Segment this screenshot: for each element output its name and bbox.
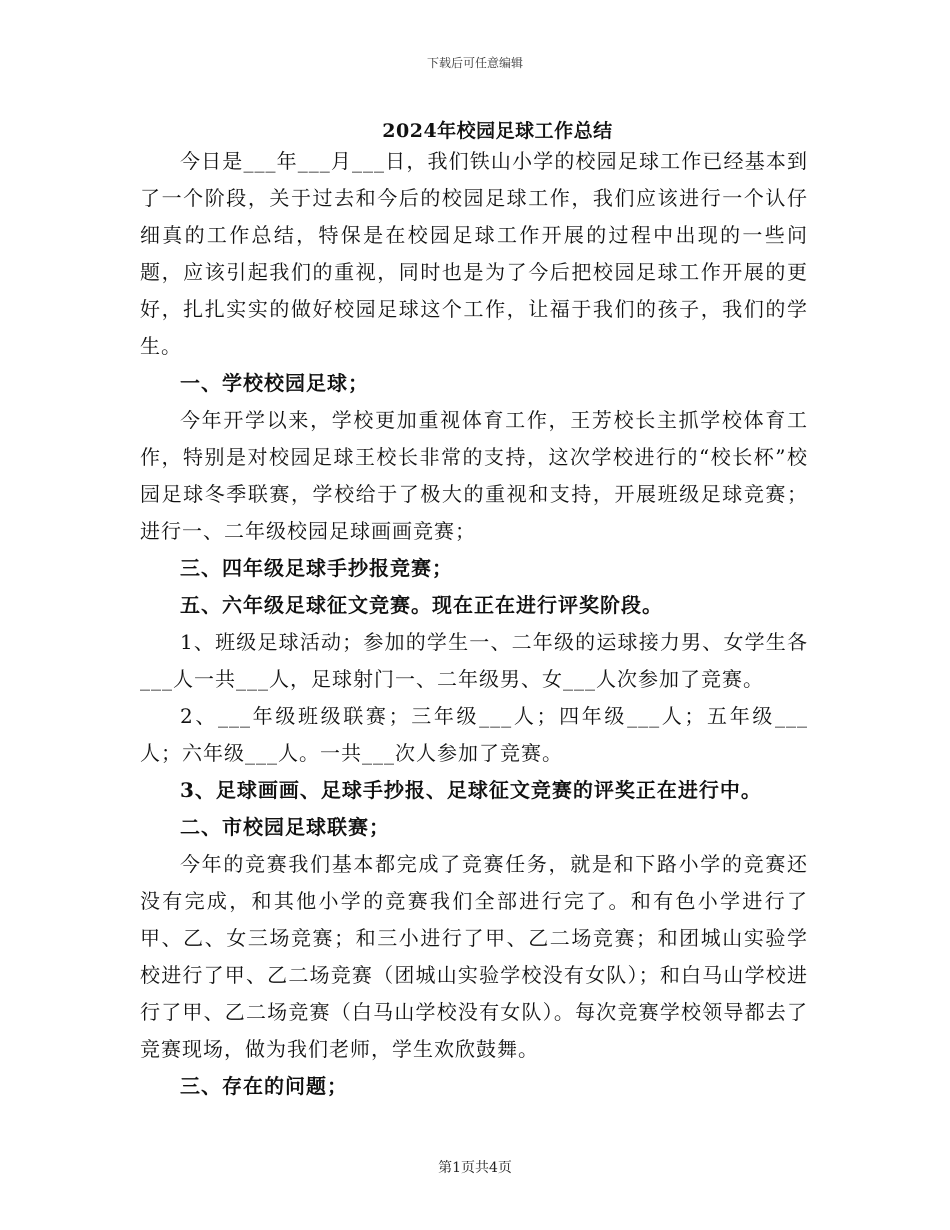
document-title: 2024年校园足球工作总结	[382, 120, 613, 142]
heading-school-football: 一、学校校园足球；	[180, 371, 369, 395]
document-body	[140, 143, 808, 1105]
paragraph-item-2: 2、___年级班级联赛；三年级___人；四年级___人；五年级___人；六年级___人。一共___次人参加了竞赛。	[140, 704, 808, 765]
heading-city-league: 二、市校园足球联赛；	[180, 815, 390, 839]
paragraph-intro: 今日是___年___月___日，我们铁山小学的校园足球工作已经基本到了一个阶段，关于过去和今后的校园足球工作，我们应该进行一个认仔细真的工作总结，特保是在校园足球工作开展的过程中出现的一些问题，应该引起我们的重视，同时也是为了今后把校园足球工作开展的更好，扎扎实实的做好校园足球这个工作，让福于我们的孩子，我们的学生。	[140, 149, 808, 358]
heading-item-3: 3、足球画画、足球手抄报、足球征文竞赛的评奖正在进行中。	[180, 778, 762, 802]
paragraph-item-1: 1、班级足球活动；参加的学生一、二年级的运球接力男、女学生各___人一共___人，足球射门一、二年级男、女___人次参加了竞赛。	[140, 630, 808, 691]
heading-grade-3-4: 三、四年级足球手抄报竞赛；	[180, 556, 453, 580]
heading-grade-5-6: 五、六年级足球征文竞赛。现在正在进行评奖阶段。	[180, 593, 663, 617]
paragraph-city-league: 今年的竞赛我们基本都完成了竞赛任务，就是和下路小学的竞赛还没有完成，和其他小学的竞赛我们全部进行完了。和有色小学进行了甲、乙、女三场竞赛；和三小进行了甲、乙二场竞赛；和团城山实验学校进行了甲、乙二场竞赛（团城山实验学校没有女队）；和白马山学校进行了甲、乙二场竞赛（白马山学校没有女队）。每次竞赛学校领导都去了竞赛现场，做为我们老师，学生欢欣鼓舞。	[140, 852, 808, 1061]
page-number: 第1页共4页	[438, 1160, 512, 1176]
header-note: 下载后可任意编辑	[426, 56, 523, 70]
heading-problems: 三、存在的问题；	[180, 1074, 348, 1098]
paragraph-school-football: 今年开学以来，学校更加重视体育工作，王芳校长主抓学校体育工作，特别是对校园足球王校长非常的支持，这次学校进行的“校长杯”校园足球冬季联赛，学校给于了极大的重视和支持，开展班级足球竞赛；进行一、二年级校园足球画画竞赛；	[140, 408, 808, 543]
